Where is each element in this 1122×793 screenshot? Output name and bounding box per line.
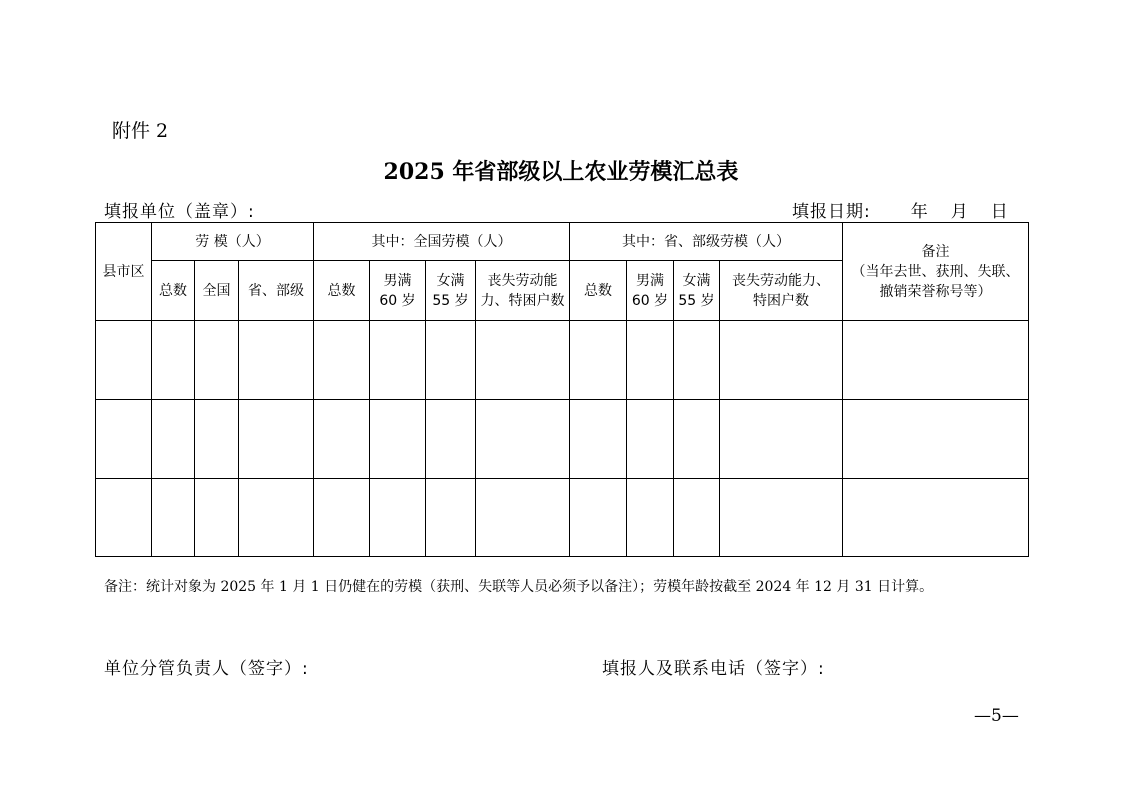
table-cell[interactable]: [426, 479, 476, 557]
footnote: 备注：统计对象为 2025 年 1 月 1 日仍健在的劳模（获刑、失联等人员必须予以备注）；劳模年龄按截至 2024 年 12 月 31 日计算。: [104, 579, 934, 595]
header-remarks-detail: （当年去世、获刑、失联、撤销荣誉称号等）: [851, 263, 1020, 300]
table-cell[interactable]: [96, 400, 152, 479]
table-cell[interactable]: [370, 321, 426, 400]
fill-unit-label: 填报单位（盖章）:: [104, 202, 255, 222]
table-cell[interactable]: [570, 321, 627, 400]
header-national-female-line1: 女满: [436, 272, 465, 289]
header-group-national: 其中：全国劳模（人）: [314, 223, 570, 261]
table-cell[interactable]: [627, 479, 674, 557]
table-cell[interactable]: [476, 479, 570, 557]
header-provincial-female-line1: 女满: [682, 272, 711, 289]
header-group-model: 劳 模（人）: [152, 223, 314, 261]
fill-date-month: 月: [950, 202, 969, 222]
table-cell[interactable]: [426, 400, 476, 479]
header-group-provincial: 其中：省、部级劳模（人）: [570, 223, 843, 261]
header-provincial-disabled-line2: 特困户数: [753, 292, 810, 309]
table-cell[interactable]: [627, 400, 674, 479]
table-cell[interactable]: [426, 321, 476, 400]
header-model-total: 总数: [152, 261, 195, 321]
table-cell[interactable]: [370, 479, 426, 557]
table-cell[interactable]: [476, 400, 570, 479]
table-row: [96, 400, 1029, 479]
table-cell[interactable]: [195, 479, 239, 557]
table-cell[interactable]: [96, 479, 152, 557]
header-national-disabled-line1: 丧失劳动能: [487, 272, 558, 289]
table-cell[interactable]: [720, 400, 843, 479]
header-national-male: [370, 261, 426, 321]
table-row: [96, 479, 1029, 557]
table-cell[interactable]: [627, 321, 674, 400]
table-cell[interactable]: [370, 400, 426, 479]
attachment-label: 附件 2: [112, 120, 169, 142]
table-cell[interactable]: [239, 479, 314, 557]
document-title: 2025 年省部级以上农业劳模汇总表: [383, 159, 739, 185]
header-provincial-total: 总数: [570, 261, 627, 321]
table-cell[interactable]: [314, 479, 370, 557]
summary-table: [95, 222, 1029, 557]
fill-date: [792, 197, 1009, 222]
table-cell[interactable]: [152, 400, 195, 479]
header-provincial-female-line2: 55 岁: [678, 292, 715, 309]
header-model-provincial: 省、部级: [239, 261, 314, 321]
header-provincial-disabled: [720, 261, 843, 321]
table-cell[interactable]: [674, 321, 720, 400]
table-cell[interactable]: [570, 479, 627, 557]
table-cell[interactable]: [239, 321, 314, 400]
table-cell[interactable]: [314, 321, 370, 400]
header-provincial-male-line2: 60 岁: [631, 292, 669, 309]
table-cell[interactable]: [314, 400, 370, 479]
table-cell[interactable]: [843, 400, 1029, 479]
fill-date-day: 日: [990, 202, 1009, 222]
table-cell[interactable]: [239, 400, 314, 479]
signature-manager-label: 单位分管负责人（签字）:: [104, 659, 309, 679]
header-national-male-line2: 60 岁: [379, 292, 416, 309]
header-provincial-male: [627, 261, 674, 321]
header-model-national: 全国: [195, 261, 239, 321]
header-national-female: [426, 261, 476, 321]
table-cell[interactable]: [843, 321, 1029, 400]
header-provincial-male-line1: 男满: [636, 272, 665, 289]
table-cell[interactable]: [720, 321, 843, 400]
table-cell[interactable]: [674, 479, 720, 557]
header-national-disabled-line2: 力、特困户数: [480, 292, 565, 309]
table-row: [96, 321, 1029, 400]
header-national-female-line2: 55 岁: [432, 292, 469, 309]
header-county: 县市区: [96, 223, 152, 321]
table-cell[interactable]: [570, 400, 627, 479]
page-number: —5—: [974, 706, 1019, 726]
table-cell[interactable]: [195, 321, 239, 400]
header-remarks-title: 备注: [921, 243, 950, 260]
header-remarks: [843, 223, 1029, 321]
signature-filler-label: 填报人及联系电话（签字）:: [602, 659, 825, 679]
table-cell[interactable]: [152, 479, 195, 557]
header-national-disabled: [476, 261, 570, 321]
fill-date-year: 年: [910, 202, 929, 222]
header-provincial-disabled-line1: 丧失劳动能力、: [732, 272, 831, 289]
header-provincial-female: [674, 261, 720, 321]
header-national-male-line1: 男满: [383, 272, 412, 289]
table-cell[interactable]: [674, 400, 720, 479]
table-cell[interactable]: [152, 321, 195, 400]
table-cell[interactable]: [843, 479, 1029, 557]
header-national-total: 总数: [314, 261, 370, 321]
fill-date-label: 填报日期:: [792, 202, 871, 222]
table-cell[interactable]: [476, 321, 570, 400]
table-cell[interactable]: [195, 400, 239, 479]
table-cell[interactable]: [96, 321, 152, 400]
table-cell[interactable]: [720, 479, 843, 557]
